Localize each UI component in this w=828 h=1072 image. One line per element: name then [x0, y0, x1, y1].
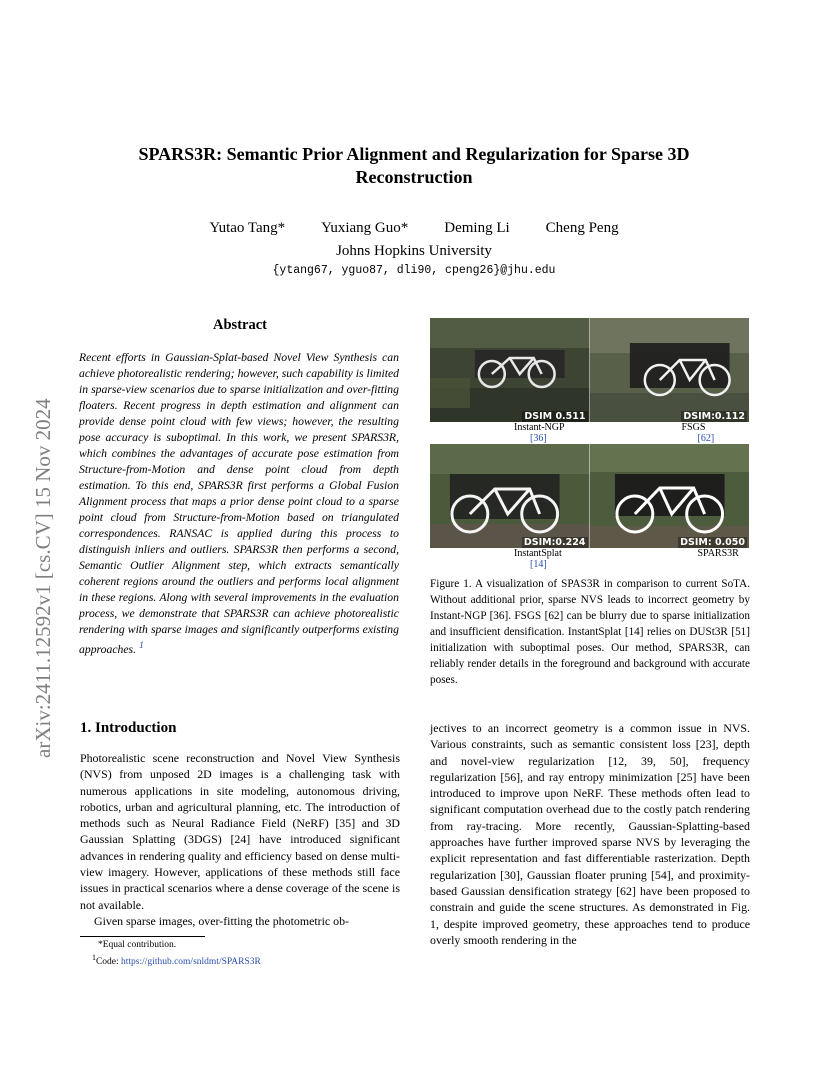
label-fsgs: FSGS [62] — [681, 422, 715, 444]
dsim-instantsplat: DSIM:0.224 — [523, 537, 586, 548]
render-fsgs — [590, 318, 750, 422]
arxiv-id-text: arXiv:2411.12592v1 [cs.CV] 15 Nov 2024 — [31, 398, 55, 758]
render-instantsplat — [430, 444, 590, 548]
dsim-spars3r: DSIM: 0.050 — [680, 537, 745, 548]
label-instantsplat: InstantSplat [14] — [514, 548, 562, 570]
abstract-heading: Abstract — [213, 317, 267, 333]
dsim-instant-ngp: DSIM 0.511 — [524, 411, 586, 422]
author-4: Cheng Peng — [545, 220, 619, 236]
intro-column-left — [80, 750, 400, 929]
footnote-code-mark: 1 — [92, 953, 96, 962]
label-instant-ngp: Instant-NGP [36] — [514, 422, 565, 444]
intro-paragraph-2: Given sparse images, over-fitting the photometric ob- — [94, 913, 350, 928]
render-instant-ngp — [430, 318, 590, 422]
abstract-body: Recent efforts in Gaussian-Splat-based Novel View Synthesis can achieve photorealistic rendering; however, such capability is limited in sparse-view scenarios due to sparse initialization and over-fitting floaters. Recent progress in depth estimation and alignment can provide dense point cloud with few views; however, the resulting pose accuracy is suboptimal. In this work, we present SPARS3R, which combines the advantages of accurate pose estimation from Structure-from-Motion and dense point cloud from depth estimation. To this end, SPARS3R first performs a Global Fusion Alignment process that maps a prior dense point cloud to a sparse point cloud from Structure-from-Motion based on triangulated correspondences. RANSAC is applied during this process to distinguish inliers and outliers. SPARS3R then performs a second, Semantic Outlier Alignment step, which extracts semantically coherent regions around the outliers and performs local alignment in these regions. Along with several improvements in the evaluation process, we demonstrate that SPARS3R can achieve photorealistic rendering with sparse images and significantly outperforms existing approaches. — [79, 351, 399, 656]
author-2: Yuxiang Guo* — [321, 220, 409, 236]
label-spars3r: SPARS3R — [697, 548, 739, 559]
author-emails: {ytang67, yguo87, dli90, cpeng26}@jhu.edu — [272, 264, 556, 277]
footnote-code — [80, 953, 412, 967]
footnote-rule — [80, 936, 205, 937]
footnote-equal-contribution: *Equal contribution. — [98, 940, 177, 950]
intro-column-right: jectives to an incorrect geometry is a common issue in NVS. Various constraints, such as semantic consistent loss [23], depth and novel-view regularization [12, 39, 50], frequency regularization [56], and ray entropy minimization [25] have been introduced to improve upon NeRF. These methods often lead to significant computation overhead due to the costly patch rendering from ray-tracing. More recently, Gaussian-Splatting-based approaches have further improved sparse NVS by leveraging the explicit representation and fast differentiable rasterization. Depth regularization [30], Gaussian floater pruning [54], and proximity-based Gaussian densification strategy [62] have been proposed to constrain and guide the scene structures. As demonstrated in Fig. 1, despite improved geometry, these approaches tend to produce overly smooth rendering in the — [430, 721, 750, 947]
figure-caption: Figure 1. A visualization of SPAS3R in comparison to current SoTA. Without additional prior, sparse NVS leads to incorrect geometry by Instant-NGP [36]. FSGS [62] can be blurry due to sparse initialization and insufficient densification. InstantSplat [14] relies on DUSt3R [51] initialization with suboptimal poses. Our method, SPARS3R, can reliably render details in the foreground and background with accurate poses. — [430, 578, 750, 686]
paper-title: SPARS3R: Semantic Prior Alignment and Regularization for Sparse 3D Reconstruction — [138, 144, 690, 187]
footnote-code-label: Code: — [95, 957, 122, 968]
abstract-footnote-link[interactable]: 1 — [138, 640, 144, 651]
code-link[interactable]: https://github.com/snldmt/SPARS3R — [121, 957, 261, 968]
render-spars3r — [590, 444, 750, 548]
author-1: Yutao Tang* — [209, 220, 286, 236]
author-3: Deming Li — [444, 220, 510, 236]
section-heading-introduction: 1. Introduction — [80, 720, 177, 736]
affiliation: Johns Hopkins University — [336, 243, 492, 259]
dsim-fsgs: DSIM:0.112 — [683, 411, 745, 422]
figure-1 — [430, 318, 749, 570]
author-list — [80, 220, 748, 237]
abstract-text — [79, 350, 399, 658]
arxiv-stamp — [20, 280, 60, 760]
intro-paragraph-1: Photorealistic scene reconstruction and Novel View Synthesis (NVS) from unposed 2D images is a challenging task with numerous applications in site modeling, autonomous driving, robotics, urban and agricultural planning, etc. The introduction of methods such as Neural Radiance Field (NeRF) [35] and 3D Gaussian Splatting (3DGS) [24] have introduced significant advances in rendering quality and efficiency based on dense multi-view imagery. However, applications of these methods still face issues in practical scenarios where a dense coverage of the scene is not available. — [80, 751, 400, 912]
